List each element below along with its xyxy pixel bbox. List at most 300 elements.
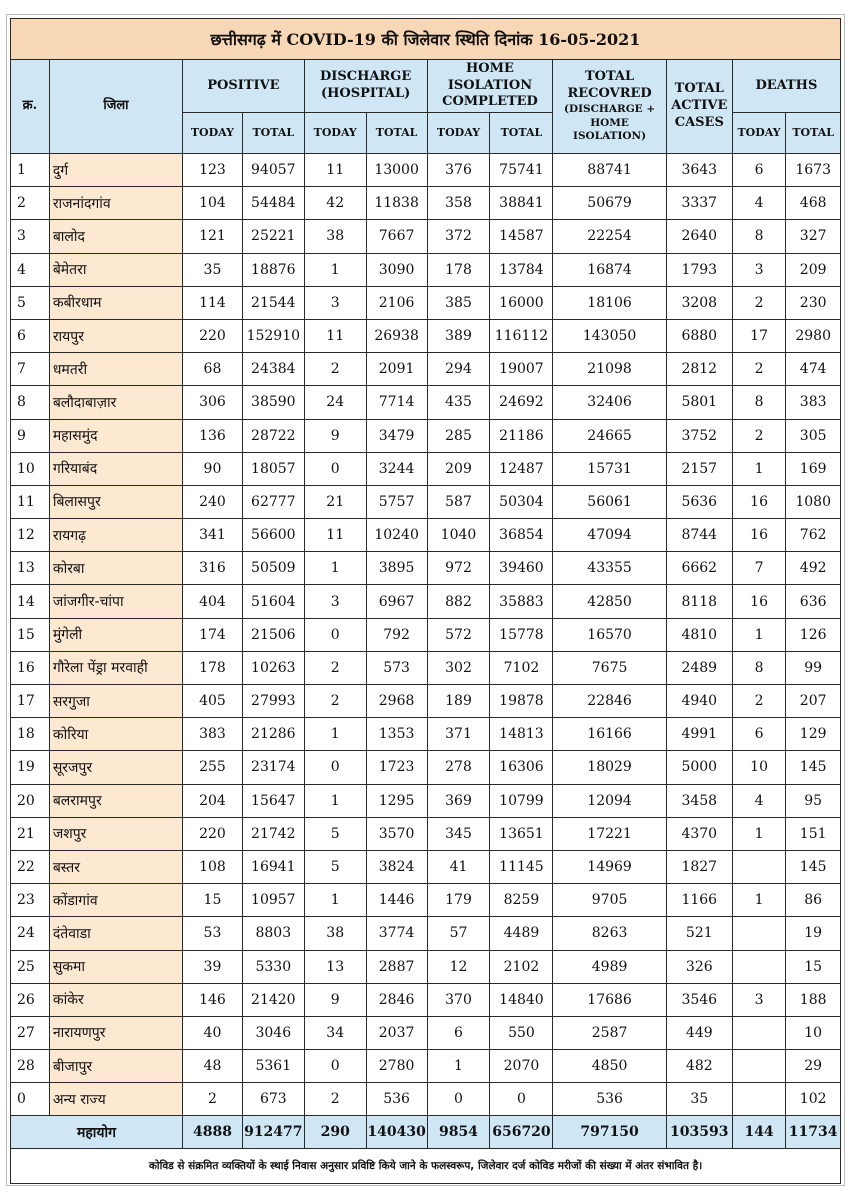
row-recovered: 88741	[553, 154, 666, 187]
row-hi-today: 57	[427, 917, 490, 950]
row-discharge-today: 38	[304, 917, 366, 950]
row-positive-total: 50509	[242, 552, 304, 585]
table-row	[11, 651, 841, 684]
district-rows	[11, 154, 841, 1116]
row-district: सरगुजा	[49, 685, 182, 718]
row-discharge-today: 1	[304, 552, 366, 585]
row-hi-total: 38841	[490, 187, 553, 220]
row-hi-today: 389	[427, 319, 490, 352]
row-district: सुकमा	[49, 950, 182, 983]
table-row	[11, 485, 841, 518]
row-active: 1166	[666, 884, 732, 917]
row-discharge-total: 3895	[366, 552, 427, 585]
row-positive-today: 383	[183, 718, 243, 751]
row-discharge-today: 2	[304, 651, 366, 684]
row-deaths-today	[732, 850, 786, 883]
row-hi-total: 19878	[490, 685, 553, 718]
row-serial: 8	[11, 386, 50, 419]
row-deaths-total: 102	[786, 1083, 841, 1116]
row-positive-total: 8803	[242, 917, 304, 950]
row-discharge-total: 3570	[366, 817, 427, 850]
row-recovered: 15731	[553, 452, 666, 485]
row-recovered: 17221	[553, 817, 666, 850]
row-recovered: 47094	[553, 519, 666, 552]
row-hi-today: 371	[427, 718, 490, 751]
row-hi-today: 882	[427, 585, 490, 618]
row-positive-total: 16941	[242, 850, 304, 883]
row-deaths-today: 1	[732, 452, 786, 485]
row-deaths-total: 636	[786, 585, 841, 618]
row-positive-total: 5330	[242, 950, 304, 983]
row-deaths-today: 2	[732, 685, 786, 718]
row-deaths-today	[732, 917, 786, 950]
row-recovered: 22254	[553, 220, 666, 253]
row-discharge-today: 1	[304, 784, 366, 817]
row-hi-today: 6	[427, 1016, 490, 1049]
row-discharge-total: 3774	[366, 917, 427, 950]
row-positive-total: 21286	[242, 718, 304, 751]
row-district: बेमेतरा	[49, 253, 182, 286]
row-deaths-today: 17	[732, 319, 786, 352]
row-discharge-total: 2106	[366, 286, 427, 319]
row-deaths-total: 209	[786, 253, 841, 286]
row-recovered: 22846	[553, 685, 666, 718]
row-district: कबीरधाम	[49, 286, 182, 319]
row-discharge-today: 13	[304, 950, 366, 983]
row-positive-today: 39	[183, 950, 243, 983]
row-positive-total: 18876	[242, 253, 304, 286]
row-positive-today: 15	[183, 884, 243, 917]
row-deaths-total: 327	[786, 220, 841, 253]
row-discharge-total: 5757	[366, 485, 427, 518]
row-deaths-today: 1	[732, 884, 786, 917]
table-row	[11, 353, 841, 386]
row-positive-total: 51604	[242, 585, 304, 618]
table-row	[11, 850, 841, 883]
row-positive-total: 54484	[242, 187, 304, 220]
table-row	[11, 154, 841, 187]
row-discharge-total: 13000	[366, 154, 427, 187]
row-deaths-today: 2	[732, 353, 786, 386]
grand-total-hi-total: 656720	[490, 1116, 553, 1149]
row-deaths-total: 10	[786, 1016, 841, 1049]
row-recovered: 4850	[553, 1050, 666, 1083]
row-positive-today: 316	[183, 552, 243, 585]
row-deaths-total: 1080	[786, 485, 841, 518]
row-positive-total: 10957	[242, 884, 304, 917]
row-deaths-today: 3	[732, 253, 786, 286]
row-hi-total: 35883	[490, 585, 553, 618]
row-discharge-today: 0	[304, 1050, 366, 1083]
grand-total-deaths-today: 144	[732, 1116, 786, 1149]
row-serial: 28	[11, 1050, 50, 1083]
header-discharge: DISCHARGE (HOSPITAL)	[304, 60, 427, 113]
header-discharge-today: TODAY	[304, 113, 366, 154]
row-district: महासमुंद	[49, 419, 182, 452]
row-district: नारायणपुर	[49, 1016, 182, 1049]
row-recovered: 18029	[553, 751, 666, 784]
row-active: 4810	[666, 618, 732, 651]
table-row	[11, 718, 841, 751]
row-district: कोंडागांव	[49, 884, 182, 917]
row-hi-total: 14813	[490, 718, 553, 751]
row-discharge-total: 10240	[366, 519, 427, 552]
row-recovered: 50679	[553, 187, 666, 220]
row-hi-today: 435	[427, 386, 490, 419]
row-discharge-today: 9	[304, 983, 366, 1016]
row-discharge-today: 3	[304, 286, 366, 319]
row-positive-total: 152910	[242, 319, 304, 352]
row-active: 326	[666, 950, 732, 983]
row-recovered: 17686	[553, 983, 666, 1016]
row-serial: 7	[11, 353, 50, 386]
header-district: जिला	[49, 60, 182, 154]
row-hi-today: 587	[427, 485, 490, 518]
row-hi-total: 24692	[490, 386, 553, 419]
grand-total-positive-total: 912477	[242, 1116, 304, 1149]
row-positive-total: 24384	[242, 353, 304, 386]
header-hi-today: TODAY	[427, 113, 490, 154]
row-positive-total: 94057	[242, 154, 304, 187]
row-hi-total: 12487	[490, 452, 553, 485]
row-positive-today: 90	[183, 452, 243, 485]
row-discharge-today: 2	[304, 685, 366, 718]
row-serial: 12	[11, 519, 50, 552]
row-hi-today: 572	[427, 618, 490, 651]
row-hi-total: 16306	[490, 751, 553, 784]
row-recovered: 9705	[553, 884, 666, 917]
row-hi-total: 2102	[490, 950, 553, 983]
row-discharge-today: 0	[304, 452, 366, 485]
header-positive-today: TODAY	[183, 113, 243, 154]
header-deaths-today: TODAY	[732, 113, 786, 154]
row-active: 35	[666, 1083, 732, 1116]
row-positive-total: 15647	[242, 784, 304, 817]
row-discharge-total: 1723	[366, 751, 427, 784]
row-hi-total: 36854	[490, 519, 553, 552]
row-discharge-total: 792	[366, 618, 427, 651]
row-deaths-total: 129	[786, 718, 841, 751]
row-active: 8744	[666, 519, 732, 552]
row-positive-today: 405	[183, 685, 243, 718]
row-positive-today: 204	[183, 784, 243, 817]
row-positive-today: 174	[183, 618, 243, 651]
row-positive-today: 123	[183, 154, 243, 187]
row-hi-today: 376	[427, 154, 490, 187]
row-deaths-total: 468	[786, 187, 841, 220]
row-discharge-total: 536	[366, 1083, 427, 1116]
row-active: 3208	[666, 286, 732, 319]
header-total-recovered	[553, 60, 666, 154]
row-discharge-total: 2780	[366, 1050, 427, 1083]
row-deaths-today	[732, 1083, 786, 1116]
row-positive-today: 114	[183, 286, 243, 319]
row-deaths-today: 6	[732, 154, 786, 187]
row-serial: 22	[11, 850, 50, 883]
row-recovered: 8263	[553, 917, 666, 950]
row-recovered: 42850	[553, 585, 666, 618]
row-positive-total: 21742	[242, 817, 304, 850]
row-deaths-today: 4	[732, 784, 786, 817]
header-hi-total: TOTAL	[490, 113, 553, 154]
row-active: 4991	[666, 718, 732, 751]
row-deaths-today	[732, 1050, 786, 1083]
row-hi-total: 7102	[490, 651, 553, 684]
row-positive-total: 18057	[242, 452, 304, 485]
row-positive-today: 306	[183, 386, 243, 419]
row-positive-total: 21420	[242, 983, 304, 1016]
row-discharge-today: 0	[304, 751, 366, 784]
row-deaths-today: 16	[732, 519, 786, 552]
row-discharge-total: 1295	[366, 784, 427, 817]
header-total-recovered-label: TOTAL RECOVRED	[567, 69, 652, 102]
row-positive-total: 10263	[242, 651, 304, 684]
row-hi-total: 13651	[490, 817, 553, 850]
row-serial: 3	[11, 220, 50, 253]
row-discharge-total: 2037	[366, 1016, 427, 1049]
row-district: रायपुर	[49, 319, 182, 352]
row-serial: 26	[11, 983, 50, 1016]
row-hi-total: 13784	[490, 253, 553, 286]
row-discharge-total: 3244	[366, 452, 427, 485]
row-positive-total: 3046	[242, 1016, 304, 1049]
row-serial: 6	[11, 319, 50, 352]
grand-total-deaths-total: 11734	[786, 1116, 841, 1149]
row-active: 4370	[666, 817, 732, 850]
row-serial: 21	[11, 817, 50, 850]
row-district: गौरेला पेंड्रा मरवाही	[49, 651, 182, 684]
row-positive-total: 62777	[242, 485, 304, 518]
row-hi-today: 385	[427, 286, 490, 319]
row-recovered: 18106	[553, 286, 666, 319]
row-recovered: 14969	[553, 850, 666, 883]
row-deaths-today: 2	[732, 419, 786, 452]
row-district: गरियाबंद	[49, 452, 182, 485]
row-active: 2489	[666, 651, 732, 684]
row-discharge-today: 5	[304, 817, 366, 850]
row-positive-total: 56600	[242, 519, 304, 552]
row-deaths-total: 15	[786, 950, 841, 983]
row-recovered: 7675	[553, 651, 666, 684]
row-deaths-total: 169	[786, 452, 841, 485]
row-hi-today: 12	[427, 950, 490, 983]
table-row	[11, 1083, 841, 1116]
row-active: 521	[666, 917, 732, 950]
row-deaths-total: 99	[786, 651, 841, 684]
grand-total-active: 103593	[666, 1116, 732, 1149]
row-discharge-total: 3479	[366, 419, 427, 452]
row-serial: 14	[11, 585, 50, 618]
row-discharge-total: 6967	[366, 585, 427, 618]
row-positive-today: 2	[183, 1083, 243, 1116]
row-district: कांकेर	[49, 983, 182, 1016]
row-district: कोरिया	[49, 718, 182, 751]
row-hi-today: 178	[427, 253, 490, 286]
row-district: बीजापुर	[49, 1050, 182, 1083]
row-deaths-today: 7	[732, 552, 786, 585]
row-deaths-today	[732, 1016, 786, 1049]
row-recovered: 24665	[553, 419, 666, 452]
row-discharge-today: 9	[304, 419, 366, 452]
row-district: दुर्ग	[49, 154, 182, 187]
row-serial: 0	[11, 1083, 50, 1116]
row-deaths-today: 1	[732, 817, 786, 850]
row-deaths-total: 305	[786, 419, 841, 452]
grand-total-hi-today: 9854	[427, 1116, 490, 1149]
row-active: 5636	[666, 485, 732, 518]
row-positive-today: 40	[183, 1016, 243, 1049]
row-hi-total: 550	[490, 1016, 553, 1049]
row-hi-total: 14587	[490, 220, 553, 253]
row-active: 3752	[666, 419, 732, 452]
table-row	[11, 751, 841, 784]
row-recovered: 12094	[553, 784, 666, 817]
row-recovered: 2587	[553, 1016, 666, 1049]
row-discharge-total: 2887	[366, 950, 427, 983]
row-serial: 24	[11, 917, 50, 950]
row-hi-total: 10799	[490, 784, 553, 817]
table-row	[11, 220, 841, 253]
header-positive-total: TOTAL	[242, 113, 304, 154]
row-district: राजनांदगांव	[49, 187, 182, 220]
row-recovered: 143050	[553, 319, 666, 352]
row-recovered: 4989	[553, 950, 666, 983]
row-active: 3337	[666, 187, 732, 220]
row-deaths-total: 145	[786, 850, 841, 883]
grand-total-row	[11, 1116, 841, 1149]
row-discharge-total: 7667	[366, 220, 427, 253]
row-recovered: 21098	[553, 353, 666, 386]
row-discharge-today: 24	[304, 386, 366, 419]
row-discharge-total: 11838	[366, 187, 427, 220]
row-hi-today: 369	[427, 784, 490, 817]
row-serial: 11	[11, 485, 50, 518]
row-active: 5000	[666, 751, 732, 784]
row-hi-total: 4489	[490, 917, 553, 950]
table-row	[11, 585, 841, 618]
row-district: दंतेवाडा	[49, 917, 182, 950]
row-positive-total: 28722	[242, 419, 304, 452]
row-hi-total: 50304	[490, 485, 553, 518]
row-discharge-total: 3824	[366, 850, 427, 883]
row-active: 8118	[666, 585, 732, 618]
row-positive-today: 104	[183, 187, 243, 220]
row-active: 3643	[666, 154, 732, 187]
table-row	[11, 950, 841, 983]
row-serial: 9	[11, 419, 50, 452]
row-hi-today: 372	[427, 220, 490, 253]
row-hi-today: 302	[427, 651, 490, 684]
row-positive-today: 220	[183, 319, 243, 352]
row-serial: 23	[11, 884, 50, 917]
row-discharge-today: 21	[304, 485, 366, 518]
row-discharge-total: 26938	[366, 319, 427, 352]
row-district: बालोद	[49, 220, 182, 253]
header-deaths: DEATHS	[732, 60, 840, 113]
row-hi-today: 370	[427, 983, 490, 1016]
row-discharge-today: 1	[304, 884, 366, 917]
row-serial: 25	[11, 950, 50, 983]
row-district: बलौदाबाज़ार	[49, 386, 182, 419]
row-active: 1793	[666, 253, 732, 286]
report-title: छत्तीसगढ़ में COVID-19 की जिलेवार स्थिति दिनांक 16-05-2021	[11, 19, 841, 60]
row-positive-total: 5361	[242, 1050, 304, 1083]
row-positive-today: 68	[183, 353, 243, 386]
grand-total-discharge-today: 290	[304, 1116, 366, 1149]
row-discharge-today: 34	[304, 1016, 366, 1049]
table-row	[11, 685, 841, 718]
row-active: 2157	[666, 452, 732, 485]
row-discharge-today: 3	[304, 585, 366, 618]
table-row	[11, 419, 841, 452]
row-positive-today: 108	[183, 850, 243, 883]
row-deaths-total: 151	[786, 817, 841, 850]
row-deaths-today: 8	[732, 220, 786, 253]
row-deaths-today: 10	[732, 751, 786, 784]
table-row	[11, 452, 841, 485]
table-row	[11, 187, 841, 220]
row-active: 2812	[666, 353, 732, 386]
row-deaths-today: 8	[732, 386, 786, 419]
row-discharge-today: 11	[304, 519, 366, 552]
row-positive-today: 178	[183, 651, 243, 684]
table-row	[11, 784, 841, 817]
row-positive-total: 21506	[242, 618, 304, 651]
row-deaths-today	[732, 950, 786, 983]
row-discharge-total: 2968	[366, 685, 427, 718]
footnote: कोविड से संक्रमित व्यक्तियों के स्थाई निवास अनुसार प्रविष्टि किये जाने के फलस्वरूप, जिलेवार दर्ज कोविड मरीजों की संख्या में अंतर संभावित है।	[11, 1149, 841, 1184]
row-serial: 27	[11, 1016, 50, 1049]
row-deaths-today: 4	[732, 187, 786, 220]
row-hi-total: 39460	[490, 552, 553, 585]
row-hi-today: 278	[427, 751, 490, 784]
row-hi-today: 209	[427, 452, 490, 485]
grand-total-positive-today: 4888	[183, 1116, 243, 1149]
covid-district-report	[10, 18, 841, 1184]
row-active: 1827	[666, 850, 732, 883]
row-district: जशपुर	[49, 817, 182, 850]
row-discharge-today: 2	[304, 1083, 366, 1116]
row-hi-today: 41	[427, 850, 490, 883]
row-hi-today: 1	[427, 1050, 490, 1083]
row-positive-total: 673	[242, 1083, 304, 1116]
row-positive-today: 35	[183, 253, 243, 286]
row-district: कोरबा	[49, 552, 182, 585]
row-positive-total: 27993	[242, 685, 304, 718]
table-row	[11, 618, 841, 651]
row-positive-today: 53	[183, 917, 243, 950]
row-deaths-today: 2	[732, 286, 786, 319]
row-recovered: 16570	[553, 618, 666, 651]
row-deaths-today: 1	[732, 618, 786, 651]
row-discharge-today: 1	[304, 718, 366, 751]
row-deaths-total: 29	[786, 1050, 841, 1083]
row-deaths-total: 188	[786, 983, 841, 1016]
district-status-table	[10, 18, 841, 1184]
grand-total-label: महायोग	[11, 1116, 183, 1149]
header-total-recovered-sub: (DISCHARGE + HOME ISOLATION)	[564, 102, 656, 143]
row-active: 2640	[666, 220, 732, 253]
header-serial: क्र.	[11, 60, 50, 154]
row-recovered: 16166	[553, 718, 666, 751]
row-active: 449	[666, 1016, 732, 1049]
table-row	[11, 386, 841, 419]
row-hi-total: 8259	[490, 884, 553, 917]
table-row	[11, 319, 841, 352]
row-positive-total: 23174	[242, 751, 304, 784]
row-hi-today: 358	[427, 187, 490, 220]
row-district: अन्य राज्य	[49, 1083, 182, 1116]
